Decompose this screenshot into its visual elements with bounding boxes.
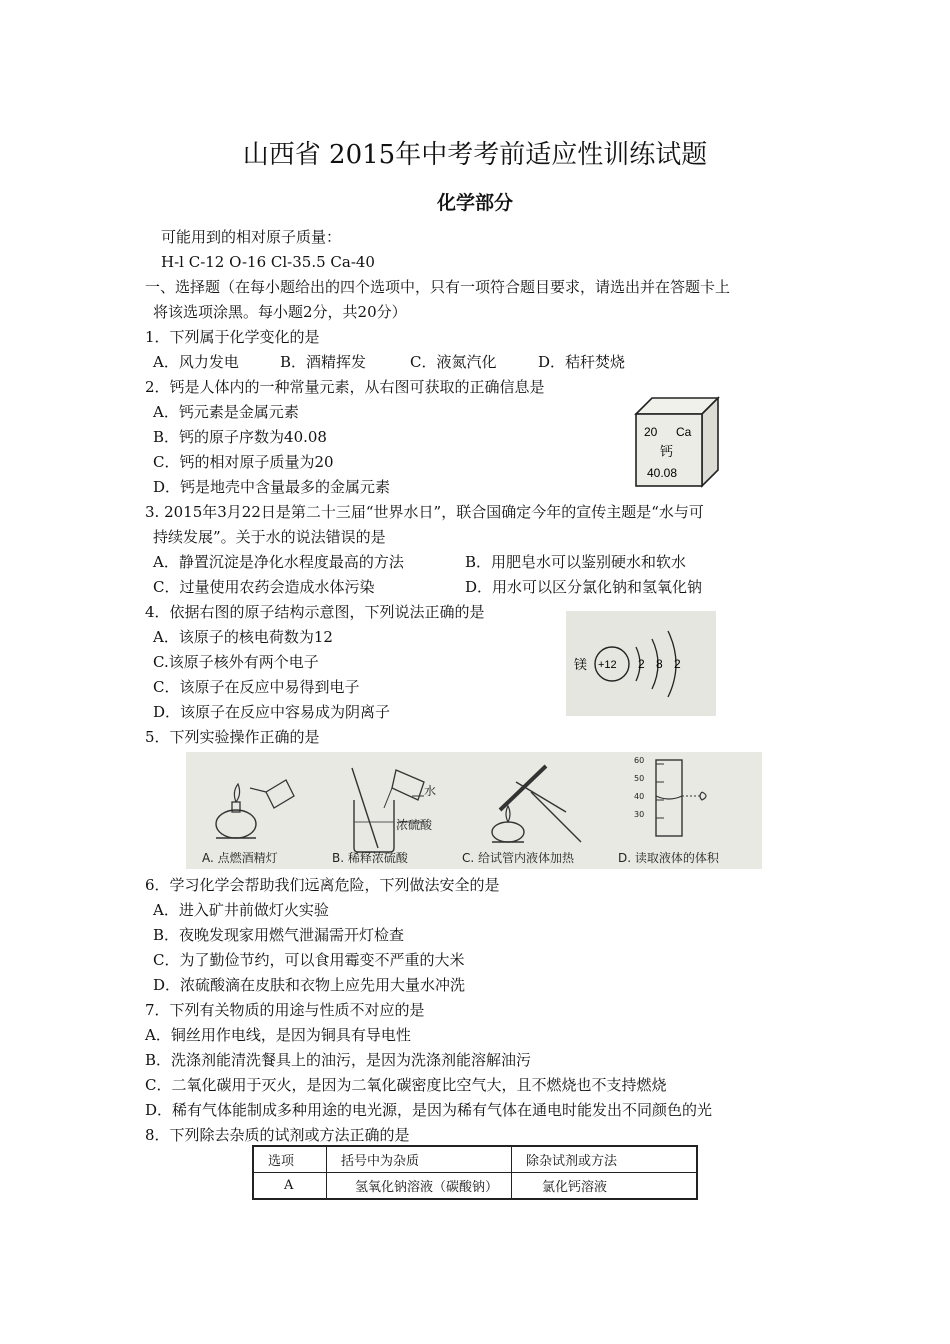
magnesium-atom-structure-figure <box>566 611 716 716</box>
element-name: 钙 <box>660 445 674 460</box>
scale-60: 60 <box>634 756 645 765</box>
beaker-illustration <box>352 768 424 852</box>
q6-option-c: C．为了勤俭节约，可以食用霉变不严重的大米 <box>153 951 465 969</box>
q1-option-a: A．风力发电 <box>153 353 239 371</box>
table-header: 选项 <box>253 1146 327 1173</box>
table-row <box>253 1173 697 1200</box>
q7-option-c: C．二氧化碳用于灭火，是因为二氧化碳密度比空气大，且不燃烧也不支持燃烧 <box>145 1076 667 1094</box>
element-number: 20 <box>644 425 658 439</box>
q3-option-b: B．用肥皂水可以鉴别硬水和软水 <box>465 553 687 571</box>
q3-option-d: D．用水可以区分氯化钠和氢氧化钠 <box>465 578 703 596</box>
q4-stem: 4．依据右图的原子结构示意图，下列说法正确的是 <box>145 603 485 621</box>
q4-option-c: C．该原子在反应中易得到电子 <box>153 678 360 696</box>
q4-option-a: A．该原子的核电荷数为12 <box>153 628 333 646</box>
scale-30: 30 <box>634 810 645 819</box>
page-title: 山西省 2015年中考考前适应性训练试题 <box>242 140 708 170</box>
q1-stem: 1．下列属于化学变化的是 <box>145 328 320 346</box>
atomic-mass-intro: 可能用到的相对原子质量： <box>161 228 342 246</box>
atom-electron-shells: 2 8 2 <box>638 657 685 671</box>
q2-option-b: B．钙的原子序数为40.08 <box>153 428 327 446</box>
caption-d: D. 读取液体的体积 <box>618 851 719 865</box>
q3-stem-line1: 3. 2015年3月22日是第二十三届“世界水日”，联合国确定今年的宣传主题是“水与可 <box>145 503 704 521</box>
table-header: 除杂试剂或方法 <box>512 1146 698 1173</box>
q1-option-b: B．酒精挥发 <box>280 353 367 371</box>
table-cell: A <box>253 1173 327 1200</box>
atom-element-label: 镁 <box>574 658 588 673</box>
q3-stem-line2: 持续发展”。关于水的说法错误的是 <box>153 528 386 546</box>
q7-option-b: B．洗涤剂能清洗餐具上的油污，是因为洗涤剂能溶解油污 <box>145 1051 532 1069</box>
acid-label: 浓硫酸 <box>396 818 433 832</box>
table-header-row <box>253 1146 697 1173</box>
element-symbol: Ca <box>676 425 692 439</box>
q1-option-c: C．液氮汽化 <box>410 353 497 371</box>
q3-option-a: A．静置沉淀是净化水程度最高的方法 <box>153 553 404 571</box>
q2-stem: 2．钙是人体内的一种常量元素，从右图可获取的正确信息是 <box>145 378 545 396</box>
caption-c: C. 给试管内液体加热 <box>462 851 575 865</box>
q6-option-b: B．夜晚发现家用燃气泄漏需开灯检查 <box>153 926 405 944</box>
page-subtitle: 化学部分 <box>436 192 513 214</box>
q7-option-a: A．铜丝用作电线，是因为铜具有导电性 <box>145 1026 411 1044</box>
q2-option-d: D．钙是地壳中含量最多的金属元素 <box>153 478 391 496</box>
q5-stem: 5．下列实验操作正确的是 <box>145 728 320 746</box>
table-cell: 氯化钙溶液 <box>512 1173 698 1200</box>
test-tube-heating-illustration <box>492 766 581 842</box>
element-mass: 40.08 <box>647 466 678 480</box>
table-header: 括号中为杂质 <box>327 1146 512 1173</box>
q4-option-d: D．该原子在反应中容易成为阴离子 <box>153 703 391 721</box>
q6-option-d: D．浓硫酸滴在皮肤和衣物上应先用大量水冲洗 <box>153 976 466 994</box>
table-cell: 氢氧化钠溶液（碳酸钠） <box>327 1173 512 1200</box>
caption-b: B. 稀释浓硫酸 <box>332 851 408 865</box>
q8-table <box>252 1145 698 1200</box>
scale-50: 50 <box>634 774 645 783</box>
q1-option-d: D．秸秆焚烧 <box>538 353 626 371</box>
graduated-cylinder-illustration <box>656 760 706 836</box>
q7-stem: 7．下列有关物质的用途与性质不对应的是 <box>145 1001 425 1019</box>
section1-line1: 一、选择题（在每小题给出的四个选项中，只有一项符合题目要求，请选出并在答题卡上 <box>145 278 731 296</box>
atomic-masses: H-l C-12 O-16 Cl-35.5 Ca-40 <box>161 253 375 271</box>
section1-line2: 将该选项涂黑。每小题2分，共20分） <box>153 303 407 321</box>
caption-a: A. 点燃酒精灯 <box>202 851 278 865</box>
alcohol-lamp-illustration <box>216 780 294 838</box>
q7-option-d: D．稀有气体能制成多种用途的电光源，是因为稀有气体在通电时能发出不同颜色的光 <box>145 1101 713 1119</box>
q6-option-a: A．进入矿井前做灯火实验 <box>153 901 329 919</box>
q4-option-b: C.该原子核外有两个电子 <box>153 653 319 671</box>
water-label: 水 <box>424 784 437 798</box>
q3-option-c: C．过量使用农药会造成水体污染 <box>153 578 375 596</box>
q8-stem: 8．下列除去杂质的试剂或方法正确的是 <box>145 1126 410 1144</box>
calcium-element-figure <box>634 396 722 490</box>
scale-40: 40 <box>634 792 645 801</box>
q5-experiment-figure <box>186 752 762 869</box>
q2-option-a: A．钙元素是金属元素 <box>153 403 299 421</box>
atom-nucleus-charge: +12 <box>598 659 617 671</box>
q2-option-c: C．钙的相对原子质量为20 <box>153 453 334 471</box>
q6-stem: 6．学习化学会帮助我们远离危险，下列做法安全的是 <box>145 876 500 894</box>
